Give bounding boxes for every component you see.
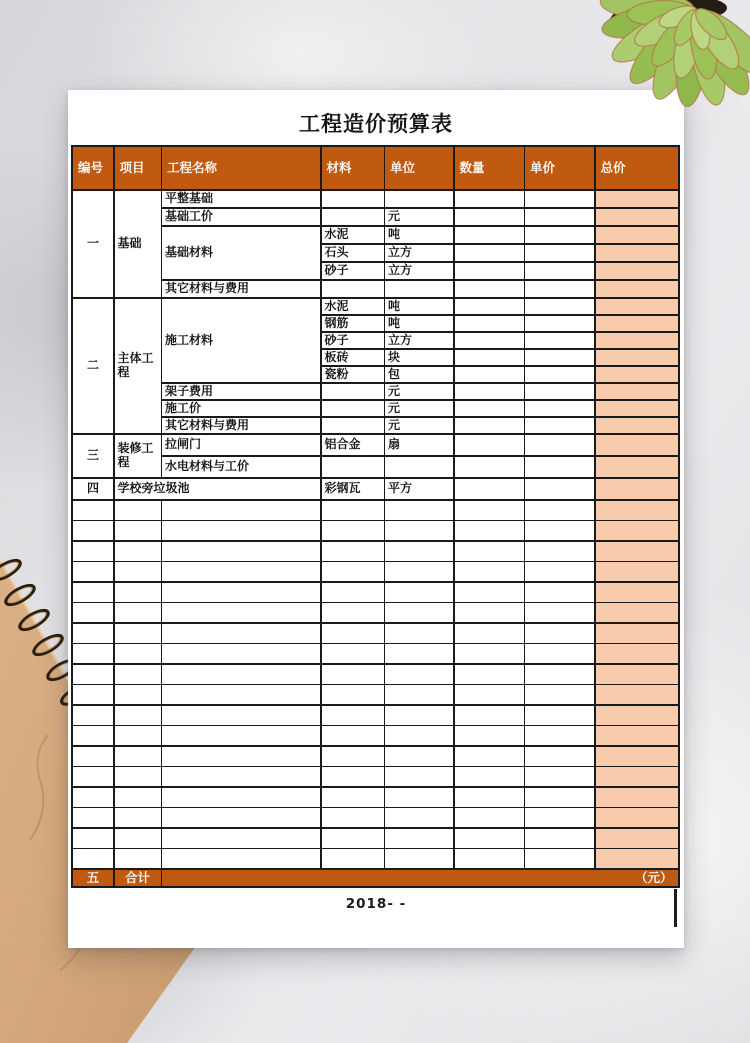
- blank-row-empty-cell: [525, 706, 594, 725]
- blank-row-empty-cell: [73, 583, 113, 602]
- table-row-cell: 基础: [115, 191, 161, 298]
- blank-row-empty-cell: [596, 726, 678, 745]
- table-row-cell: 元: [385, 209, 453, 226]
- table-row-cell: 其它材料与费用: [162, 418, 320, 434]
- table-row-empty-cell: [596, 299, 678, 315]
- table-row-empty-cell: [455, 457, 524, 478]
- succulent-plant-image: [535, 0, 750, 155]
- table-row-empty-cell: [525, 435, 594, 456]
- blank-row-empty-cell: [385, 849, 453, 868]
- column-header: 单价: [525, 147, 594, 189]
- blank-row-empty-cell: [162, 726, 320, 745]
- blank-row-empty-cell: [385, 726, 453, 745]
- table-row-empty-cell: [596, 435, 678, 456]
- budget-document-sheet: [68, 90, 684, 948]
- blank-row-empty-cell: [322, 501, 384, 520]
- blank-row-empty-cell: [596, 685, 678, 704]
- blank-row-empty-cell: [162, 603, 320, 622]
- blank-row-empty-cell: [385, 624, 453, 643]
- blank-row-empty-cell: [73, 603, 113, 622]
- table-row-empty-cell: [525, 245, 594, 262]
- blank-row-empty-cell: [455, 788, 524, 807]
- column-header: 编号: [73, 147, 113, 189]
- table-row-empty-cell: [455, 333, 524, 349]
- table-row-empty-cell: [322, 401, 384, 417]
- blank-row-empty-cell: [73, 829, 113, 848]
- table-row-cell: 铝合金: [322, 435, 384, 456]
- blank-row-empty-cell: [73, 624, 113, 643]
- table-row-empty-cell: [455, 435, 524, 456]
- table-row-cell: 基础材料: [162, 227, 320, 280]
- blank-row-empty-cell: [385, 665, 453, 684]
- table-row-cell: 石头: [322, 245, 384, 262]
- blank-row-empty-cell: [385, 603, 453, 622]
- blank-row-empty-cell: [322, 808, 384, 827]
- blank-row-empty-cell: [73, 726, 113, 745]
- blank-row-empty-cell: [162, 767, 320, 786]
- blank-row-empty-cell: [115, 829, 161, 848]
- blank-row-empty-cell: [162, 665, 320, 684]
- table-row-empty-cell: [455, 401, 524, 417]
- table-row-empty-cell: [525, 209, 594, 226]
- blank-row-empty-cell: [115, 808, 161, 827]
- blank-row-empty-cell: [596, 583, 678, 602]
- blank-row-empty-cell: [322, 726, 384, 745]
- table-row-empty-cell: [322, 457, 384, 478]
- table-row-cell: 四: [73, 479, 113, 500]
- table-row-cell: 瓷粉: [322, 367, 384, 383]
- blank-row-empty-cell: [385, 808, 453, 827]
- blank-row-empty-cell: [596, 788, 678, 807]
- table-row-cell: 三: [73, 435, 113, 478]
- blank-row-empty-cell: [322, 747, 384, 766]
- blank-row-empty-cell: [162, 542, 320, 561]
- table-row-cell: 主体工程: [115, 299, 161, 434]
- blank-row-empty-cell: [115, 767, 161, 786]
- blank-row-empty-cell: [73, 808, 113, 827]
- blank-row-empty-cell: [596, 706, 678, 725]
- table-row-cell: 扇: [385, 435, 453, 456]
- table-row-empty-cell: [596, 418, 678, 434]
- blank-row-empty-cell: [525, 562, 594, 581]
- blank-row-empty-cell: [525, 808, 594, 827]
- blank-row-empty-cell: [322, 767, 384, 786]
- table-row-empty-cell: [596, 316, 678, 332]
- blank-row-empty-cell: [115, 747, 161, 766]
- blank-row-empty-cell: [322, 706, 384, 725]
- blank-row-empty-cell: [73, 644, 113, 663]
- table-row-empty-cell: [525, 316, 594, 332]
- blank-row-empty-cell: [455, 624, 524, 643]
- blank-row-empty-cell: [322, 665, 384, 684]
- table-row-cell: 吨: [385, 299, 453, 315]
- blank-row-empty-cell: [73, 706, 113, 725]
- table-row-empty-cell: [525, 367, 594, 383]
- table-row-empty-cell: [322, 191, 384, 208]
- blank-row-empty-cell: [115, 665, 161, 684]
- blank-row-empty-cell: [525, 624, 594, 643]
- table-row-cell: 吨: [385, 316, 453, 332]
- column-header: 材料: [322, 147, 384, 189]
- table-row-cell: 施工价: [162, 401, 320, 417]
- blank-row-empty-cell: [73, 685, 113, 704]
- blank-row-empty-cell: [162, 788, 320, 807]
- blank-row-empty-cell: [596, 624, 678, 643]
- table-row-empty-cell: [455, 227, 524, 244]
- blank-row-empty-cell: [455, 603, 524, 622]
- blank-row-empty-cell: [322, 644, 384, 663]
- table-row-empty-cell: [385, 191, 453, 208]
- blank-row-empty-cell: [322, 542, 384, 561]
- table-row-empty-cell: [525, 299, 594, 315]
- blank-row-empty-cell: [385, 521, 453, 540]
- blank-row-empty-cell: [455, 521, 524, 540]
- table-row-empty-cell: [455, 191, 524, 208]
- blank-row-empty-cell: [162, 583, 320, 602]
- blank-row-empty-cell: [455, 849, 524, 868]
- blank-row-empty-cell: [525, 542, 594, 561]
- blank-row-empty-cell: [455, 665, 524, 684]
- table-row-empty-cell: [525, 281, 594, 298]
- table-row-empty-cell: [596, 479, 678, 500]
- blank-row-empty-cell: [525, 747, 594, 766]
- blank-row-empty-cell: [73, 747, 113, 766]
- table-row-cell: 吨: [385, 227, 453, 244]
- table-row-cell: 立方: [385, 245, 453, 262]
- blank-row-empty-cell: [525, 788, 594, 807]
- blank-row-empty-cell: [322, 603, 384, 622]
- document-title: 工程造价预算表: [299, 112, 453, 136]
- table-row-empty-cell: [596, 245, 678, 262]
- blank-row-empty-cell: [525, 767, 594, 786]
- table-row-cell: 平方: [385, 479, 453, 500]
- table-row-cell: 基础工价: [162, 209, 320, 226]
- table-row-empty-cell: [596, 350, 678, 366]
- table-row-cell: 其它材料与费用: [162, 281, 320, 298]
- blank-row-empty-cell: [73, 849, 113, 868]
- blank-row-empty-cell: [162, 644, 320, 663]
- table-right-border-artifact: [674, 889, 677, 927]
- blank-row-empty-cell: [73, 665, 113, 684]
- table-row-empty-cell: [525, 263, 594, 280]
- table-row-empty-cell: [455, 367, 524, 383]
- blank-row-empty-cell: [525, 829, 594, 848]
- table-row-empty-cell: [596, 209, 678, 226]
- blank-row-empty-cell: [115, 542, 161, 561]
- blank-row-empty-cell: [385, 767, 453, 786]
- table-row-empty-cell: [596, 281, 678, 298]
- blank-row-empty-cell: [455, 808, 524, 827]
- column-header: 总价: [596, 147, 678, 189]
- table-row-empty-cell: [596, 333, 678, 349]
- blank-row-empty-cell: [596, 542, 678, 561]
- blank-row-empty-cell: [525, 849, 594, 868]
- blank-row-empty-cell: [596, 665, 678, 684]
- table-row-empty-cell: [525, 384, 594, 400]
- table-row-empty-cell: [596, 263, 678, 280]
- blank-row-empty-cell: [73, 521, 113, 540]
- blank-row-empty-cell: [596, 521, 678, 540]
- blank-row-empty-cell: [385, 542, 453, 561]
- blank-row-empty-cell: [162, 501, 320, 520]
- blank-row-empty-cell: [322, 685, 384, 704]
- blank-row-empty-cell: [115, 583, 161, 602]
- blank-row-empty-cell: [162, 521, 320, 540]
- table-row-empty-cell: [596, 227, 678, 244]
- blank-row-empty-cell: [525, 583, 594, 602]
- blank-row-empty-cell: [115, 685, 161, 704]
- column-header: 单位: [385, 147, 453, 189]
- blank-row-empty-cell: [525, 644, 594, 663]
- table-row-empty-cell: [525, 479, 594, 500]
- blank-row-empty-cell: [162, 706, 320, 725]
- blank-row-empty-cell: [162, 747, 320, 766]
- table-row-cell: 块: [385, 350, 453, 366]
- table-row-empty-cell: [525, 350, 594, 366]
- table-row-cell: 二: [73, 299, 113, 434]
- table-row-cell: 立方: [385, 263, 453, 280]
- table-row-empty-cell: [322, 209, 384, 226]
- table-row-empty-cell: [455, 245, 524, 262]
- table-row-cell: 学校旁垃圾池: [115, 479, 321, 500]
- blank-row-empty-cell: [73, 501, 113, 520]
- blank-row-empty-cell: [596, 767, 678, 786]
- blank-row-empty-cell: [322, 788, 384, 807]
- table-row-cell: 砂子: [322, 333, 384, 349]
- blank-row-empty-cell: [385, 829, 453, 848]
- table-row-cell: 水电材料与工价: [162, 457, 320, 478]
- table-row-empty-cell: [322, 384, 384, 400]
- table-row-empty-cell: [322, 418, 384, 434]
- blank-row-empty-cell: [115, 788, 161, 807]
- table-row-cell: 平整基础: [162, 191, 320, 208]
- blank-row-empty-cell: [455, 501, 524, 520]
- table-row-empty-cell: [455, 316, 524, 332]
- blank-row-empty-cell: [455, 726, 524, 745]
- table-row-empty-cell: [525, 418, 594, 434]
- table-row-empty-cell: [455, 384, 524, 400]
- blank-row-empty-cell: [596, 562, 678, 581]
- table-row-empty-cell: [525, 191, 594, 208]
- total-row-cell: （元）: [162, 870, 678, 886]
- table-row-empty-cell: [596, 384, 678, 400]
- blank-row-empty-cell: [455, 685, 524, 704]
- table-row-empty-cell: [455, 209, 524, 226]
- table-row-empty-cell: [596, 457, 678, 478]
- table-row-cell: 砂子: [322, 263, 384, 280]
- table-row-empty-cell: [525, 457, 594, 478]
- table-row-empty-cell: [596, 401, 678, 417]
- table-row-cell: 架子费用: [162, 384, 320, 400]
- budget-table: [71, 145, 680, 888]
- blank-row-empty-cell: [73, 788, 113, 807]
- blank-row-empty-cell: [525, 726, 594, 745]
- plant-leaves: [599, 0, 750, 108]
- table-row-empty-cell: [525, 401, 594, 417]
- blank-row-empty-cell: [455, 767, 524, 786]
- blank-row-empty-cell: [455, 829, 524, 848]
- blank-row-empty-cell: [322, 624, 384, 643]
- blank-row-empty-cell: [162, 808, 320, 827]
- blank-row-empty-cell: [385, 583, 453, 602]
- table-row-empty-cell: [322, 281, 384, 298]
- table-row-cell: 立方: [385, 333, 453, 349]
- table-row-cell: 元: [385, 418, 453, 434]
- blank-row-empty-cell: [385, 747, 453, 766]
- blank-row-empty-cell: [162, 829, 320, 848]
- blank-row-empty-cell: [115, 706, 161, 725]
- column-header: 工程名称: [162, 147, 320, 189]
- blank-row-empty-cell: [455, 644, 524, 663]
- table-row-cell: 板砖: [322, 350, 384, 366]
- blank-row-empty-cell: [115, 501, 161, 520]
- table-row-empty-cell: [455, 299, 524, 315]
- blank-row-empty-cell: [525, 501, 594, 520]
- total-row-cell: 五: [73, 870, 113, 886]
- table-row-empty-cell: [385, 281, 453, 298]
- table-row-empty-cell: [596, 367, 678, 383]
- blank-row-empty-cell: [322, 829, 384, 848]
- blank-row-empty-cell: [115, 624, 161, 643]
- blank-row-empty-cell: [525, 685, 594, 704]
- blank-row-empty-cell: [455, 747, 524, 766]
- blank-row-empty-cell: [455, 583, 524, 602]
- blank-row-empty-cell: [322, 849, 384, 868]
- blank-row-empty-cell: [596, 501, 678, 520]
- blank-row-empty-cell: [115, 644, 161, 663]
- table-row-empty-cell: [455, 418, 524, 434]
- blank-row-empty-cell: [596, 747, 678, 766]
- table-row-empty-cell: [525, 227, 594, 244]
- table-row-cell: 施工材料: [162, 299, 320, 383]
- table-row-cell: 一: [73, 191, 113, 298]
- blank-row-empty-cell: [385, 706, 453, 725]
- column-header: 项目: [115, 147, 161, 189]
- column-header: 数量: [455, 147, 524, 189]
- blank-row-empty-cell: [115, 726, 161, 745]
- table-row-empty-cell: [455, 350, 524, 366]
- table-row-empty-cell: [455, 479, 524, 500]
- table-row-cell: 钢筋: [322, 316, 384, 332]
- blank-row-empty-cell: [162, 849, 320, 868]
- blank-row-empty-cell: [385, 562, 453, 581]
- blank-row-empty-cell: [596, 808, 678, 827]
- table-row-cell: 拉闸门: [162, 435, 320, 456]
- blank-row-empty-cell: [455, 542, 524, 561]
- blank-row-empty-cell: [115, 521, 161, 540]
- blank-row-empty-cell: [525, 665, 594, 684]
- blank-row-empty-cell: [322, 521, 384, 540]
- blank-row-empty-cell: [385, 685, 453, 704]
- blank-row-empty-cell: [596, 603, 678, 622]
- blank-row-empty-cell: [596, 829, 678, 848]
- blank-row-empty-cell: [162, 685, 320, 704]
- blank-row-empty-cell: [73, 542, 113, 561]
- table-row-cell: 彩钢瓦: [322, 479, 384, 500]
- table-row-cell: 元: [385, 401, 453, 417]
- blank-row-empty-cell: [73, 767, 113, 786]
- blank-row-empty-cell: [115, 849, 161, 868]
- footer-date: 2018- -: [345, 896, 407, 912]
- blank-row-empty-cell: [73, 562, 113, 581]
- table-row-cell: 水泥: [322, 299, 384, 315]
- table-row-cell: 元: [385, 384, 453, 400]
- table-row-cell: 包: [385, 367, 453, 383]
- blank-row-empty-cell: [385, 788, 453, 807]
- table-row-empty-cell: [596, 191, 678, 208]
- blank-row-empty-cell: [162, 624, 320, 643]
- blank-row-empty-cell: [525, 603, 594, 622]
- table-row-empty-cell: [455, 281, 524, 298]
- blank-row-empty-cell: [385, 644, 453, 663]
- blank-row-empty-cell: [162, 562, 320, 581]
- table-row-cell: 水泥: [322, 227, 384, 244]
- table-row-empty-cell: [385, 457, 453, 478]
- blank-row-empty-cell: [322, 583, 384, 602]
- blank-row-empty-cell: [385, 501, 453, 520]
- blank-row-empty-cell: [596, 849, 678, 868]
- table-row-empty-cell: [525, 333, 594, 349]
- blank-row-empty-cell: [115, 562, 161, 581]
- blank-row-empty-cell: [455, 562, 524, 581]
- blank-row-empty-cell: [596, 644, 678, 663]
- table-row-empty-cell: [455, 263, 524, 280]
- blank-row-empty-cell: [525, 521, 594, 540]
- table-row-cell: 装修工程: [115, 435, 161, 478]
- blank-row-empty-cell: [455, 706, 524, 725]
- total-row-cell: 合计: [115, 870, 161, 886]
- blank-row-empty-cell: [115, 603, 161, 622]
- blank-row-empty-cell: [322, 562, 384, 581]
